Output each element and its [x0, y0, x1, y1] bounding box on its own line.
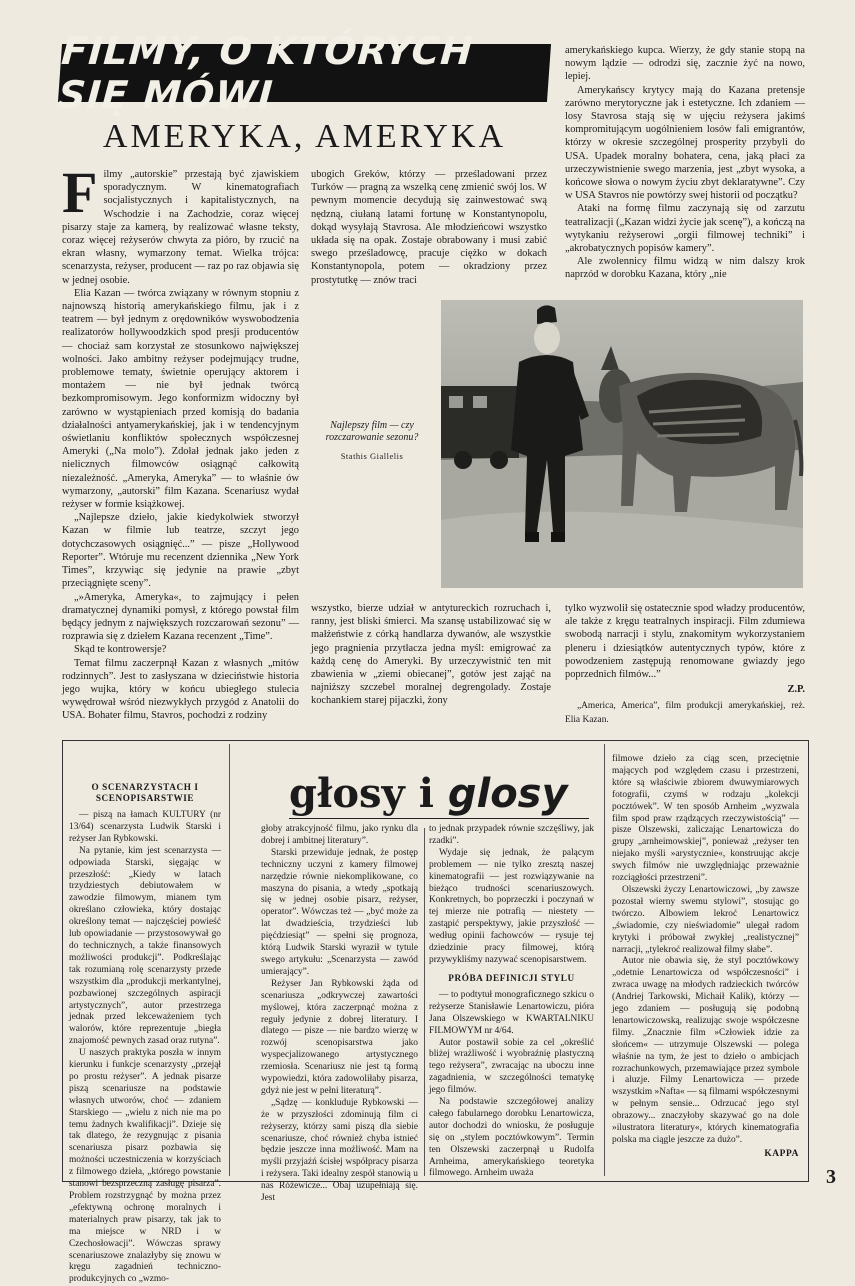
section-title-part1: głosy i	[289, 770, 434, 817]
film-still-illustration	[441, 300, 803, 588]
column-divider	[229, 744, 230, 1176]
paragraph: wszystko, bierze udział w antytureckich rozruchach i, ranny, jest bliski śmierci. Ma szansę ustabilizować się w małżeństwie z córką handlarza dywanów, ale wszystkie jego pragnienia przytłacza jedna myśl: emigrować za każdą cenę do Ameryki. By urzeczywistnić ten mit zbawienia w „ziemi obiecanej”, gotów jest zająć na najniższy szczebel moralnej degrengolady. Zostaje kochankiem starej pijaczki, żony	[311, 603, 551, 707]
paragraph: — piszą na łamach KULTURY (nr 13/64) scenarzysta Ludwik Starski i reżyser Jan Rybkowski.	[69, 810, 221, 844]
paragraph: Elia Kazan — twórca związany w równym stopniu z najnowszą historią amerykańskiego filmu, jak i z teatrem — był jednym z orędowników wyswobodzenia realizatorów hollywoodzkich spod presji producentów — chociaż sam korzystał ze stosunkowo największej wolności. Jako ambitny reżyser podejmujący trudne, problemowe tematy, świetnie operujący aktorem i montażem — nie był jednak twórcą bezkompromisowym. Jego konformizm widoczny był zarówno w wystąpieniach przed komisją do badania działalności antyamerykańskiej, jak i w tendencyjnym oświetlaniu konfliktów społecznych współczesnej Ameryki („Na molo”). Zdołał jednak jako jeden z nielicznych filmowców osiągnąć całkowitą niezależność. „Ameryka, Ameryka” — to właśnie ów wymarzony, „autorski” film Kazana. Scenariusz wydał reżyser w formie książkowej.	[62, 287, 299, 511]
section-title-glosy	[289, 770, 589, 820]
paragraph: Skąd te kontrowersje?	[74, 644, 167, 656]
article-column-2	[311, 168, 547, 298]
film-still-photo	[441, 300, 803, 588]
article-column-3-continued	[565, 602, 805, 725]
paragraph: Autor postawił sobie za cel „określić bliżej wrażliwość i wyobraźnię plastyczną tego reżysera”, zwracając na uboczu inne zagadnienia, w szczególności tematykę jego filmów.	[429, 1037, 594, 1096]
bottom-column-3	[429, 824, 594, 1179]
bottom-column-4	[612, 754, 799, 1174]
paragraph: Starski przewiduje jednak, że postęp techniczny uczyni z kamery filmowej narzędzie równie niekomplikowane, co maszyna do pisania, a wtedy „spotkają się w jednej osobie pisarz, reżyser, operator”. Wówczas też — „być może za lat dwadzieścia, trzydzieści lub pięćdziesiąt” — spełni się prognoza, którą Ludwik Starski wyraził w tytule swego artykułu: „Scenarzysta — zawód umierający”.	[261, 847, 418, 977]
bottom-column-2	[261, 824, 418, 1204]
paragraph: — to podtytuł monograficznego szkicu o reżyserze Stanisławie Lenartowiczu, pióra Jana Olszewskiego w KWARTALNIKU FILMOWYM nr 4/64.	[429, 989, 594, 1036]
section-banner: FILMY, O KTÓRYCH SIĘ MÓWI	[58, 44, 551, 102]
author-signature: Z.P.	[787, 684, 805, 696]
caption-name: Stathis Giallelis	[340, 451, 404, 461]
subsection-heading: PRÓBA DEFINICJI STYLU	[448, 972, 575, 983]
paragraph: filmowe dzieło za ciąg scen, przeciętnie mających pod względem czasu i przestrzeni, które są właściwie zbiorem dwuwymiarowych fotografii, czymś w rodzaju „kolekcji pocztówek”. W ten sposób Arnheim „wyzwala film spod praw rządzących rzeczywistością” — pisze Olszewski, zaliczając Lenartowicza do grupy „arnheimowskiej”, ponieważ „reżyser ten niejako myśli »arystycznie«, konstruując akcje swych filmów nie uwzględniając przeważnie rozciągłości przestrzeni”.	[612, 754, 799, 884]
drop-cap: F	[62, 160, 98, 225]
paragraph: Reżyser Jan Rybkowski żąda od scenariusza „odkrywczej zawartości myślowej, która zaczerpnąć można z reguły jedynie z dobrej literatury. I dlatego — pisze — nie bardzo wierzę w rozwój scenopisarstwa jako wyspecjalizowanego artystycznego rzemiosła. Scenariusz nie jest tą formą wypowiedzi, która zadowoliłaby pisarza, gdyż nie jest w pełni literaturą”.	[261, 978, 418, 1096]
caption-title: Najlepszy film — czy rozczarowanie sezonu?	[325, 420, 419, 443]
section-title-part2: glosy	[447, 771, 568, 817]
article-headline: AMERYKA, AMERYKA	[102, 118, 507, 155]
paragraph: „»Ameryka, Ameryka«, to zajmujący i pełen dramatycznej dynamiki pomysł, z którego powstał film będący jednym z największych rozczarowań sezonu” — rozprawia się z dziełem Kazana recenzent „Time”.	[62, 591, 299, 643]
subsection-heading: O SCENARZYSTACH I SCENOPISARSTWIE	[91, 782, 199, 803]
page-number: 3	[826, 1166, 836, 1188]
paragraph: Ataki na formę filmu zaczynają się od zarzutu teatralizacji („Kazan widzi życie jak scenę”), a kończą na wytykaniu reżyserowi „orgii filmowej techniki” i „akrobatycznych popisów kamery”.	[565, 203, 805, 255]
paragraph: Amerykańscy krytycy mają do Kazana pretensje zarówno merytoryczne jak i estetyczne. Ich zdaniem — losy Stavrosa stają się w ujęciu reżysera jakimś kompromitującym uogólnieniem losów fali emigrantów, którzy w okresie szczególnej prosperity przybyli do USA. Upadek moralny bohatera, cena, jaką płaci za urzeczywistnienie swego marzenia, jest „zbyt wysoka, a końcowe słowa o nowym życiu zbyt deklaratywne”. Czy w USA Stavros nie powtórzy swej historii od początku?	[565, 84, 805, 202]
paragraph: Autor nie obawia się, że styl pocztówkowy „odetnie Lenartowicza od współczesności” i zwraca uwagę na młodych radzieckich twórców (Andriej Tarkowski, Michaił Kalik), którzy — jego zdaniem — posługują się podobną lenartowiczowską, realizując swoje współczesne filmy. „Znacznie film »Człowiek idzie za słońcem« — utrzymuje Olszewski — polega właśnie na tym, że jest to dzieło o ambicjach rozrachunkowych, przemawiające przez symbole i aluzje. Filmy Lenartowicza — przede wszystkim »Nafta« — są filmami współczesnymi w pełnym sensie... Odrzucać jego styl obrazowy... znaczyłoby skazywać go na dole »ilustratora literatury«, których kinematografia polska ma ciągle jeszcze za dużo”.	[612, 956, 799, 1145]
article-column-2-continued	[311, 602, 551, 714]
paragraph: ubogich Greków, którzy — prześladowani przez Turków — pragną za wszelką cenę zmienić swój los. W pewnym momencie decydują się zainwestować swą nędzną, ciułaną latami fortunę w Konstantynopolu, dokąd wysyłają Stavrosa. Ale młodzieńcowi wszystko układa się na opak. Zostaje obrabowany i musi zabić swego prześladowcę, pracuje ciężko w dokach Konstantynopola, potem — okradziony przez prostytutkę — znów traci	[311, 169, 547, 286]
paragraph: U naszych praktyka poszła w innym kierunku i funkcje scenarzysty „przejął po prostu reżyser”. A jednak pisarze piszą scenariusze na podstawie własnych utworów, choć — zdaniem Starskiego — „wielu z nich nie ma po temu żadnych kwalifikacji”. Dzieje się tak dlatego, że rezygnując z pisania scenariusza pisarz pozbawia się możności uczestniczenia w korzyściach z filmowego dzieła, „którego powstanie stanowi bezsprzeczną zasługę pisarza”. Problem rozstrzygnąć by można przez „efektywną ochronę moralnych i materialnych praw pisarzy, tak jak to ma miejsce w NRD i w Czechosłowacji”. Wówczas sprawy scenariuszowe znalazłyby się znowu w kręgu zagadnień techniczno-produkcyjnych co „wzmo-	[69, 1048, 221, 1285]
paragraph: Temat filmu zaczerpnął Kazan z własnych „mitów rodzinnych”. Jest to zasłyszana w dzieciństwie historia jego wujka, który w końcu ubiegłego stulecia wywędrował wśród niezwykłych przygód z Anatolii do USA. Bohater filmu, Stavros, pochodzi z rodziny	[62, 657, 299, 722]
article-column-3	[565, 44, 805, 298]
article-column-1	[62, 160, 299, 722]
photo-caption	[311, 420, 433, 462]
paragraph: Olszewski życzy Lenartowiczowi, „by zawsze pozostał wierny swemu stylowi”, stosując go twórczo. Albowiem lekroć Lenartowicz „świadomie, czy nieświadomie” ulegał radom krytyki i próbował zwykłej „realistycznej” narracji, „tylekroć realizował filmy słabe”.	[612, 884, 799, 955]
paragraph: Ale zwolennicy filmu widzą w nim dalszy krok naprzód w dorobku Kazana, który „nie	[565, 256, 805, 281]
paragraph: tylko wyzwolił się ostatecznie spod władzy producentów, ale także z kręgu teatralnych inspiracji. Film zdumiewa swobodą narracji i stylu, znakomitym wykorzystaniem pleneru i dziesiątków autentycznych typów, które z powodzeniem zastępują renomowane gwiazdy jego poprzednich filmów...”	[565, 603, 805, 681]
paragraph: „Sądzę — konkluduje Rybkowski — że w przyszłości zdominują film ci reżyserzy, którzy sami piszą dla siebie scenariusze, choć również chyba istnieć będzie jeszcze inna możliwość. Mam na myśli przyjaźń ścisłej współpracy pisarza i reżysera. Taki idealny zespół stanowią u nas Różewicze... Obaj uzupełniają się. Jest	[261, 1097, 418, 1204]
paragraph: Na podstawie szczegółowej analizy całego fabularnego dorobku Lenartowicza, autor dochodzi do wniosku, że posługuje się on „stylem pocztówkowym”. Termin ten Olszewski zaczerpnął u Rudolfa Arnheima, amerykańskiego teoretyka filmowego. Arnheim uważa	[429, 1097, 594, 1179]
paragraph: Wydaje się jednak, że palącym problemem — nie tylko zresztą naszej kinematografii — jest rozwiązywanie na bieżąco trudności scenariuszowych. Konkretnych, bo poprzeczki i poczynań w tej mierze nie potrafią — niestety — zastąpić perspektywy, jakie przyszłość — według opinii fachowców — rysuje tej dziedzinie pracy filmowej, którą przywykliśmy nazywać scenopisarstwem.	[429, 847, 594, 965]
paragraph: to jednak przypadek równie szczęśliwy, jak rzadki”.	[429, 824, 594, 846]
paragraph: Na pytanie, kim jest scenarzysta — odpowiada Starski, sięgając w przeszłość: „Kiedy w latach trzydziestych debiutowałem w zawodzie filmowym, mianem tym określano człowieka, który dostając określony temat — najczęściej powieść lub opowiadanie — przystosowywał go do technicznych, a także finansowych możliwości produkcji”. Podkreślając tak rozumianą rolę scenarzysty przede wszystkim dla „produkcji merkantylnej, pozbawionej szczególnych aspiracji artystycznych”, autor przestrzega jednak przed lekceważeniem tych walorów, które reprezentuje „biegła znajomość pewnych zasad oraz rutyna”.	[69, 845, 221, 1047]
title-rule	[289, 818, 589, 819]
paragraph: amerykańskiego kupca. Wierzy, że gdy stanie stopą na nowym lądzie — odrodzi się, zacznie żyć na nowo, lepiej.	[565, 45, 805, 83]
column-divider	[424, 828, 425, 1176]
bottom-column-1	[69, 776, 221, 1285]
paragraph: głoby atrakcyjność filmu, jako rynku dla dobrej i ambitnej literatury”.	[261, 824, 418, 846]
paragraph: „Najlepsze dzieło, jakie kiedykolwiek stworzył Kazan w filmie lub teatrze, szczyt jego dotychczasowych osiągnięć...” — pisze „Hollywood Reporter”. Wtóruje mu recenzent dziennika „New York Times”, krzywiąc się jedynie na prawie „zbyt przeciągnięte sceny”.	[62, 512, 299, 590]
source-note: „America, America”, film produkcji amerykańskiej, reż. Elia Kazan.	[565, 701, 805, 725]
column-divider	[604, 744, 605, 1176]
author-signature: KAPPA	[764, 1148, 799, 1159]
paragraph: ilmy „autorskie” przestają być zjawiskiem sporadycznym. W kinematografiach socjalistycznych i kapitalistycznych, na Wschodzie i na Zachodzie, coraz więcej pisarzy staje za kamerą, by realizować własne teksty, coraz więcej reżyserów chwyta za pióro, by rzucić na ekran własny, wymarzony temat. Wielka trójca: scenarzysta, reżyser, producent — raz po raz objawia się w jednej osobie.	[62, 169, 299, 286]
